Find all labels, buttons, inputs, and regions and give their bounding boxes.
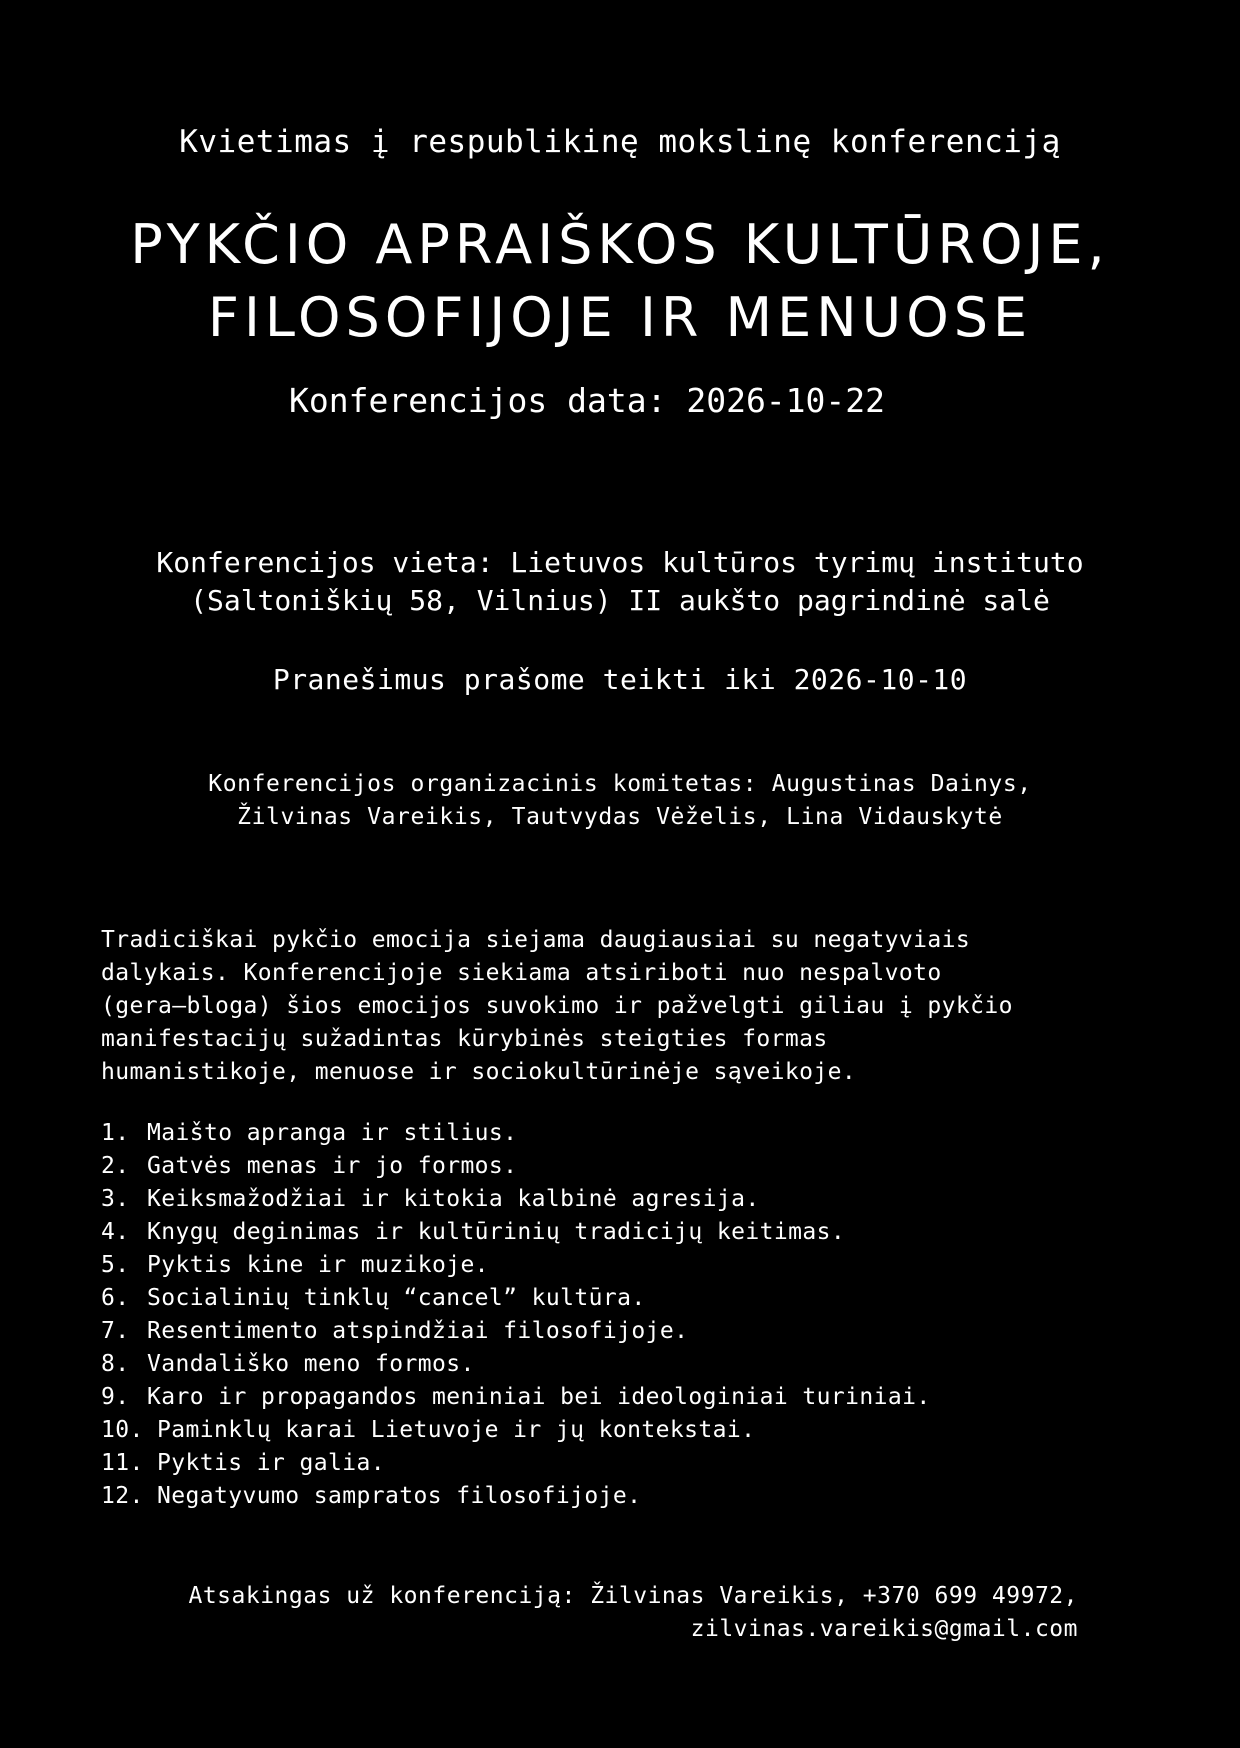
- contact-email: zilvinas.vareikis@gmail.com: [690, 1616, 1078, 1642]
- topic-text: Knygų deginimas ir kultūrinių tradicijų keitimas.: [147, 1219, 846, 1245]
- topic-number: 5.: [101, 1252, 130, 1278]
- topics-list: [101, 1117, 931, 1513]
- topic-number: 7.: [101, 1318, 130, 1344]
- topic-item: [101, 1414, 931, 1447]
- conference-date: Konferencijos data: 2026-10-22: [288, 381, 886, 420]
- topic-number: 6.: [101, 1285, 130, 1311]
- topic-text: Pyktis ir galia.: [157, 1450, 385, 1476]
- venue-line-1: Konferencijos vieta: Lietuvos kultūros tyrimų instituto: [156, 546, 1084, 579]
- topic-item: [101, 1315, 931, 1348]
- description-line: Tradiciškai pykčio emocija siejama daugiausiai su negatyviais: [101, 927, 971, 953]
- contact-person-line: Atsakingas už konferenciją: Žilvinas Vareikis, +370 699 49972,: [188, 1583, 1078, 1609]
- topic-text: Pyktis kine ir muzikoje.: [147, 1252, 489, 1278]
- topic-text: Keiksmažodžiai ir kitokia kalbinė agresija.: [147, 1186, 760, 1212]
- invitation-line: Kvietimas į respublikinę mokslinę konferenciją: [179, 124, 1061, 160]
- topic-item: [101, 1348, 931, 1381]
- topic-number: 10.: [101, 1417, 144, 1443]
- page-title-line-2: FILOSOFIJOJE IR MENUOSE: [207, 286, 1033, 349]
- topic-number: 12.: [101, 1483, 144, 1509]
- topic-item: [101, 1183, 931, 1216]
- description-paragraph: [101, 924, 1121, 1089]
- topic-text: Gatvės menas ir jo formos.: [147, 1153, 518, 1179]
- topic-text: Resentimento atspindžiai filosofijoje.: [147, 1318, 689, 1344]
- topic-number: 9.: [101, 1384, 130, 1410]
- topic-text: Karo ir propagandos meniniai bei ideologiniai turiniai.: [147, 1384, 931, 1410]
- topic-text: Negatyvumo sampratos filosofijoje.: [157, 1483, 642, 1509]
- venue-line-2: (Saltoniškių 58, Vilnius) II aukšto pagrindinė salė: [190, 584, 1050, 617]
- topic-text: Socialinių tinklų “cancel” kultūra.: [147, 1285, 646, 1311]
- topic-number: 8.: [101, 1351, 130, 1377]
- topic-item: [101, 1282, 931, 1315]
- committee-line-2: Žilvinas Vareikis, Tautvydas Vėželis, Lina Vidauskytė: [237, 804, 1003, 830]
- topic-item: [101, 1117, 931, 1150]
- topic-item: [101, 1150, 931, 1183]
- topic-number: 4.: [101, 1219, 130, 1245]
- topic-text: Maišto apranga ir stilius.: [147, 1120, 518, 1146]
- topic-number: 2.: [101, 1153, 130, 1179]
- committee-line-1: Konferencijos organizacinis komitetas: Augustinas Dainys,: [208, 771, 1032, 797]
- topic-number: 3.: [101, 1186, 130, 1212]
- topic-item: [101, 1216, 931, 1249]
- topic-item: [101, 1381, 931, 1414]
- description-line: dalykais. Konferencijoje siekiama atsiriboti nuo nespalvoto: [101, 960, 942, 986]
- description-line: (gera–bloga) šios emocijos suvokimo ir pažvelgti giliau į pykčio: [101, 993, 1013, 1019]
- submission-deadline: Pranešimus prašome teikti iki 2026-10-10: [272, 663, 968, 696]
- description-line: manifestacijų sužadintas kūrybinės steigties formas: [101, 1026, 828, 1052]
- topic-number: 1.: [101, 1120, 130, 1146]
- topic-number: 11.: [101, 1450, 144, 1476]
- description-line: humanistikoje, menuose ir sociokultūrinėje sąveikoje.: [101, 1059, 857, 1085]
- topic-item: [101, 1447, 931, 1480]
- topic-item: [101, 1249, 931, 1282]
- topic-text: Paminklų karai Lietuvoje ir jų kontekstai.: [157, 1417, 756, 1443]
- topic-text: Vandališko meno formos.: [147, 1351, 475, 1377]
- page-title-line-1: PYKČIO APRAIŠKOS KULTŪROJE,: [130, 213, 1110, 276]
- topic-item: [101, 1480, 931, 1513]
